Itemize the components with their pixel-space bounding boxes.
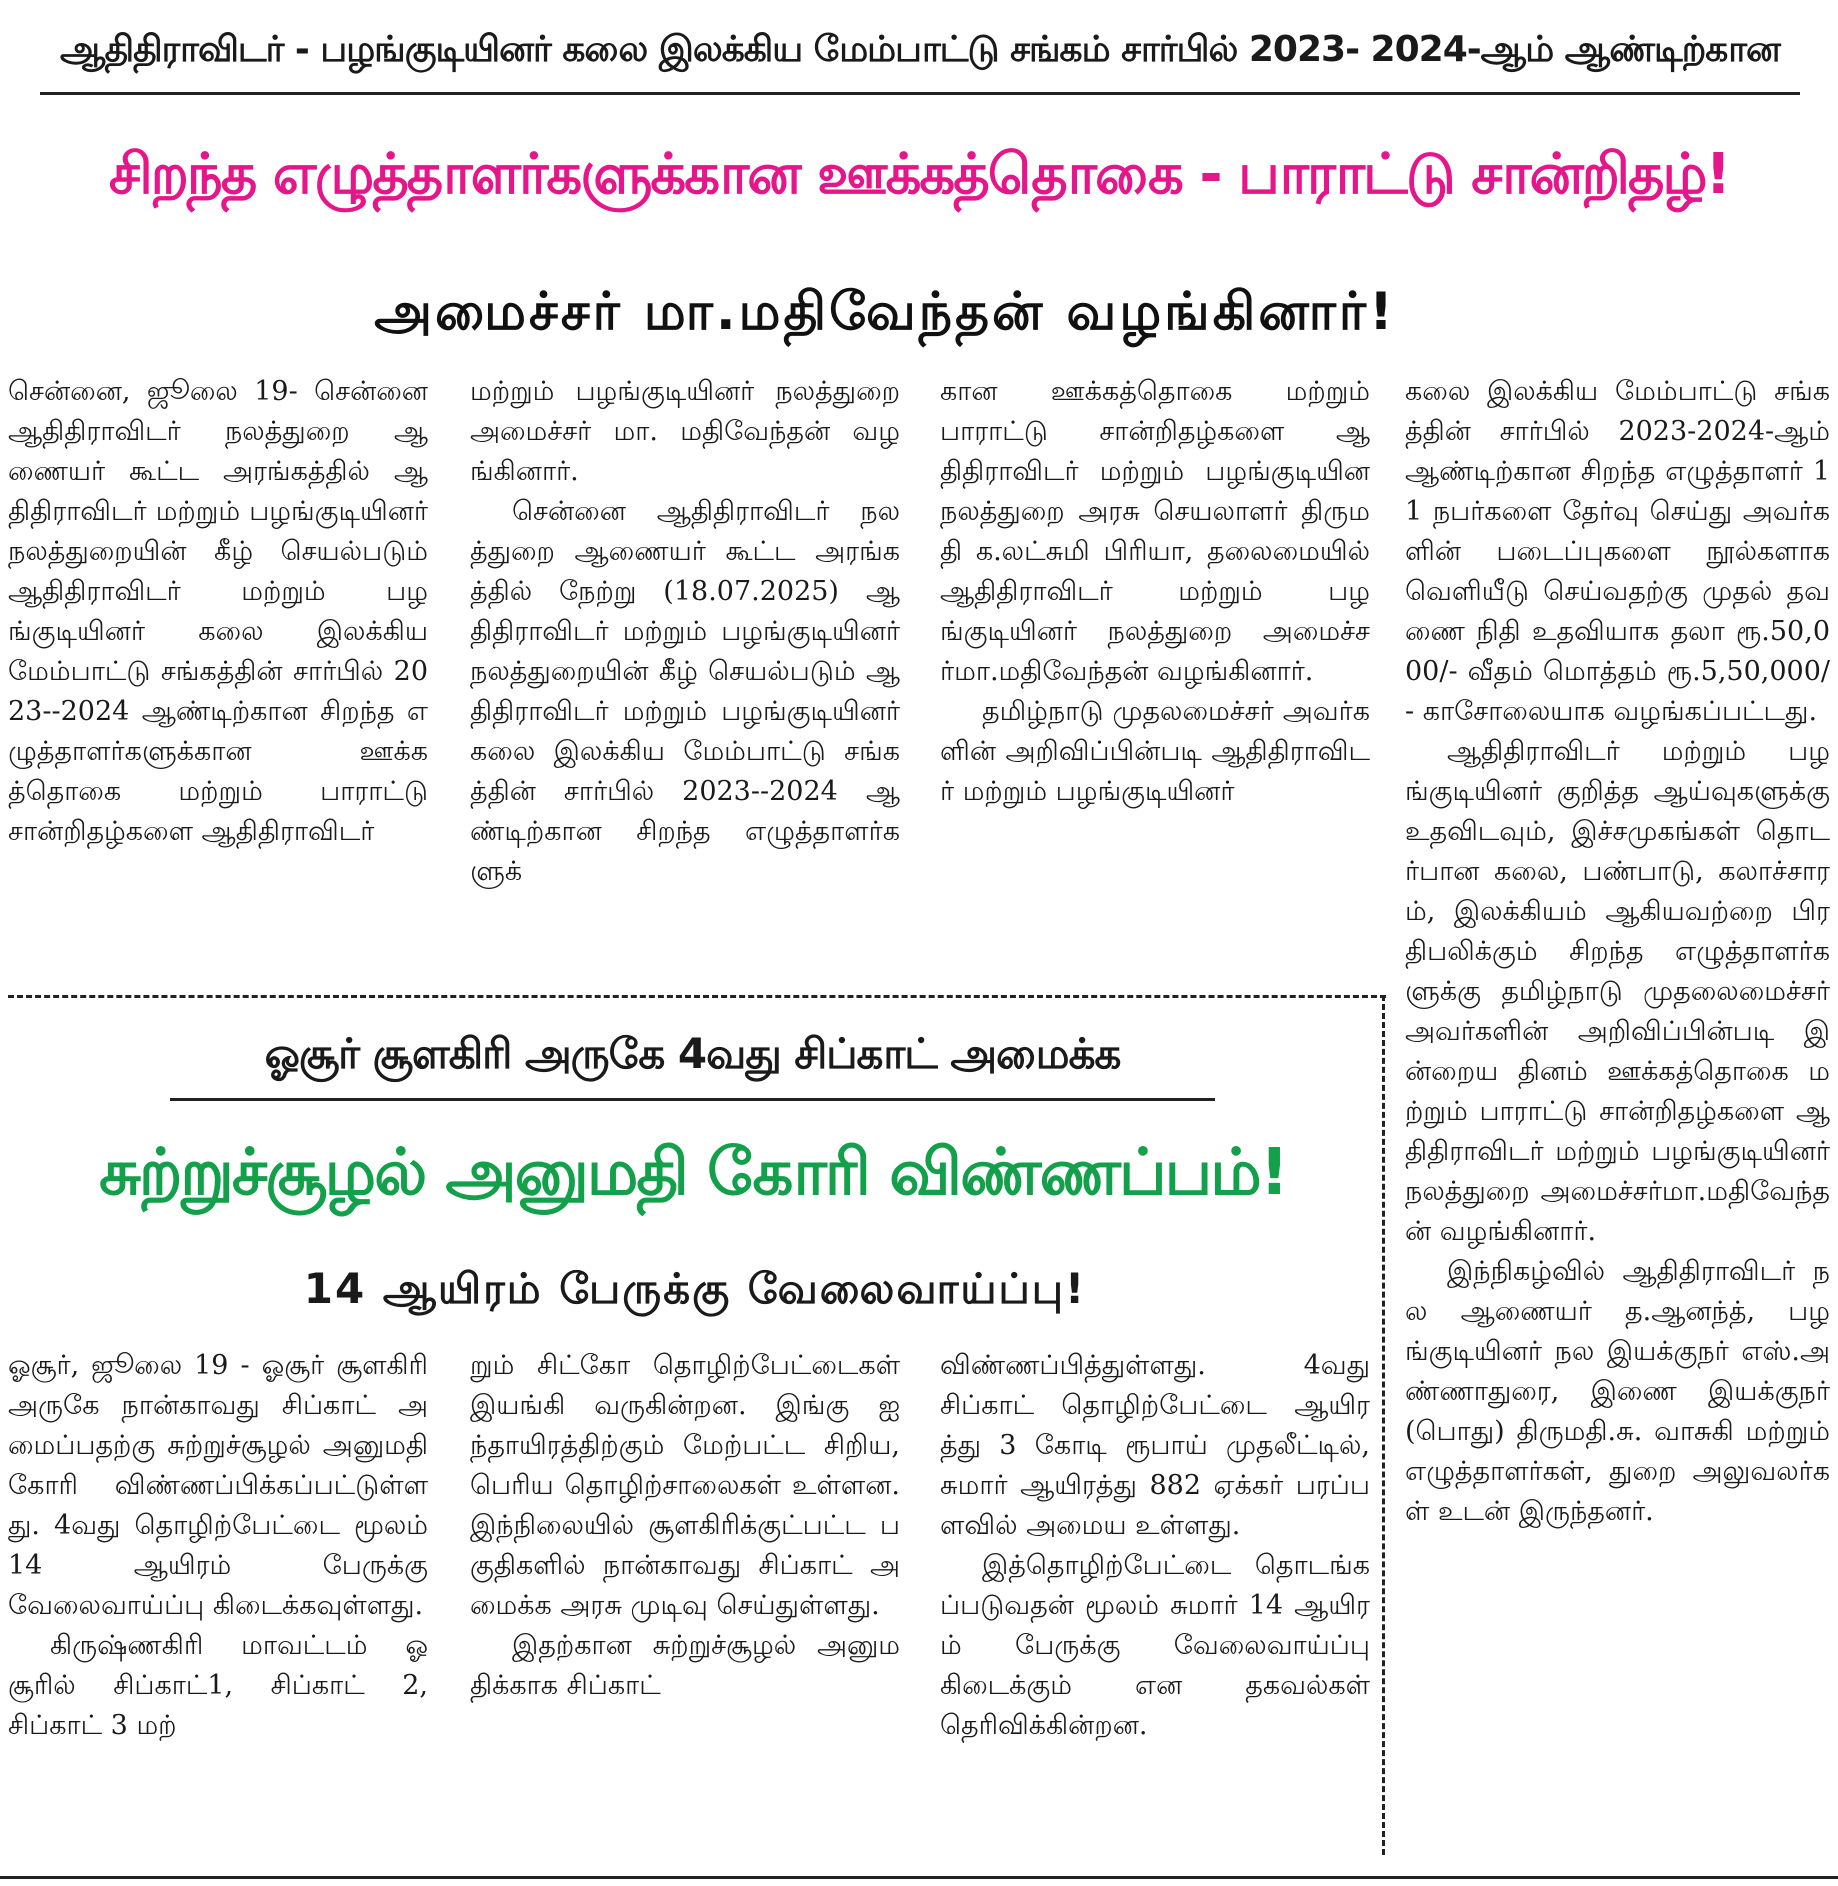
article1-paragraph: கான ஊக்கத்தொகை மற்றும் பாராட்டு சான்றிதழ்களை ஆதிதிராவிடர் மற்றும் பழங்குடியின நலத்துறை அரசு செயலாளர் திருமதி க.லட்சுமி பிரியா, தலைமையில் ஆதிதிராவிடர் மற்றும் பழங்குடியினர் நலத்துறை அமைச்சர்மா.மதிவேந்தன் வழங்கினார். bbox=[940, 376, 1370, 687]
article1-headline: சிறந்த எழுத்தாளர்களுக்கான ஊக்கத்தொகை - பாராட்டு சான்றிதழ்! bbox=[108, 142, 1730, 207]
article1-column-2 bbox=[470, 372, 900, 967]
article1-paragraph: ஆதிதிராவிடர் மற்றும் பழங்குடியினர் குறித்த ஆய்வுகளுக்கு உதவிடவும், இச்சமுகங்கள் தொடர்பான கலை, பண்பாடு, கலாச்சாரம், இலக்கியம் ஆகியவற்றை பிரதிபலிக்கும் சிறந்த எழுத்தாளர்களுக்கு தமிழ்நாடு முதலைமைச்சர் அவர்களின் அறிவிப்பின்படி இன்றைய தினம் ஊக்கத்தொகை மற்றும் பாராட்டு சான்றிதழ்களை ஆதிதிராவிடர் மற்றும் பழங்குடியினர் நலத்துறை அமைச்சர்மா.மதிவேந்தன் வழங்கினார். bbox=[1405, 736, 1830, 1247]
article2-paragraph: கிருஷ்ணகிரி மாவட்டம் ஓசூரில் சிப்காட்1, சிப்காட் 2, சிப்காட் 3 மற் bbox=[8, 1630, 428, 1741]
article2-column-2 bbox=[470, 1346, 900, 1866]
article-divider-vertical bbox=[1382, 995, 1385, 1855]
article2-paragraph: ஓசூர், ஜூலை 19 - ஓசூர் சூளகிரி அருகே நான்காவது சிப்காட் அமைப்பதற்கு சுற்றுச்சூழல் அனுமதி கோரி விண்ணப்பிக்கப்பட்டுள்ளது. 4வது தொழிற்பேட்டை மூலம் 14 ஆயிரம் பேருக்கு வேலைவாய்ப்பு கிடைக்கவுள்ளது. bbox=[8, 1350, 428, 1621]
article2-column-1 bbox=[8, 1346, 428, 1866]
article1-paragraph: கலை இலக்கிய மேம்பாட்டு சங்கத்தின் சார்பில் 2023-2024-ஆம் ஆண்டிற்கான சிறந்த எழுத்தாளர் 11 நபர்களை தேர்வு செய்து அவர்களின் படைப்புகளை நூல்களாக வெளியீடு செய்வதற்கு முதல் தவணை நிதி உதவியாக தலா ரூ.50,000/- வீதம் மொத்தம் ரூ.5,50,000/- காசோலையாக வழங்கப்பட்டது. bbox=[1405, 376, 1830, 727]
article1-paragraph: சென்னை, ஜூலை 19- சென்னை ஆதிதிராவிடர் நலத்துறை ஆணையர் கூட்ட அரங்கத்தில் ஆதிதிராவிடர் மற்றும் பழங்குடியினர் நலத்துறையின் கீழ் செயல்படும் ஆதிதிராவிடர் மற்றும் பழங்குடியினர் கலை இலக்கிய மேம்பாட்டு சங்கத்தின் சார்பில் 2023--2024 ஆண்டிற்கான சிறந்த எழுத்தாளர்களுக்கான ஊக்கத்தொகை மற்றும் பாராட்டு சான்றிதழ்களை ஆதிதிராவிடர் bbox=[8, 376, 428, 847]
article1-column-1 bbox=[8, 372, 428, 967]
article2-paragraph: விண்ணப்பித்துள்ளது. 4வது சிப்காட் தொழிற்பேட்டை ஆயிரத்து 3 கோடி ரூபாய் முதலீட்டில், சுமார் ஆயிரத்து 882 ஏக்கர் பரப்பளவில் அமைய உள்ளது. bbox=[940, 1350, 1370, 1541]
article1-kicker: ஆதிதிராவிடர் - பழங்குடியினர் கலை இலக்கிய மேம்பாட்டு சங்கம் சார்பில் 2023- 2024-ஆம் ஆண்டிற்கான bbox=[40, 8, 1800, 95]
article-divider-horizontal bbox=[8, 995, 1386, 998]
article2-kicker: ஓசூர் சூளகிரி அருகே 4வது சிப்காட் அமைக்க bbox=[170, 1010, 1215, 1101]
article1-paragraph: இந்நிகழ்வில் ஆதிதிராவிடர் நல ஆணையர் த.ஆனந்த், பழங்குடியினர் நல இயக்குநர் எஸ்.அண்ணாதுரை, இணை இயக்குநர் (பொது) திருமதி.சு. வாசுகி மற்றும் எழுத்தாளர்கள், துறை அலுவலர்கள் உடன் இருந்தனர். bbox=[1405, 1256, 1830, 1527]
article2-subheadline: 14 ஆயிரம் பேருக்கு வேலைவாய்ப்பு! bbox=[303, 1264, 1087, 1313]
article1-column-3 bbox=[940, 372, 1370, 967]
article1-column-4 bbox=[1405, 372, 1830, 1867]
article2-paragraph: றும் சிட்கோ தொழிற்பேட்டைகள் இயங்கி வருகின்றன. இங்கு ஐந்தாயிரத்திற்கும் மேற்பட்ட சிறிய, பெரிய தொழிற்சாலைகள் உள்ளன. இந்நிலையில் சூளகிரிக்குட்பட்ட பகுதிகளில் நான்காவது சிப்காட் அமைக்க அரசு முடிவு செய்துள்ளது. bbox=[470, 1350, 900, 1621]
article2-paragraph: இதற்கான சுற்றுச்சூழல் அனுமதிக்காக சிப்காட் bbox=[470, 1630, 900, 1701]
page-bottom-rule bbox=[0, 1876, 1838, 1879]
article1-paragraph: சென்னை ஆதிதிராவிடர் நலத்துறை ஆணையர் கூட்ட அரங்கத்தில் நேற்று (18.07.2025) ஆதிதிராவிடர் மற்றும் பழங்குடியினர் நலத்துறையின் கீழ் செயல்படும் ஆதிதிராவிடர் மற்றும் பழங்குடியினர் கலை இலக்கிய மேம்பாட்டு சங்கத்தின் சார்பில் 2023--2024 ஆண்டிற்கான சிறந்த எழுத்தாளர்களுக் bbox=[470, 496, 900, 887]
article1-subheadline: அமைச்சர் மா.மதிவேந்தன் வழங்கினார்! bbox=[374, 282, 1396, 342]
article1-paragraph: மற்றும் பழங்குடியினர் நலத்துறை அமைச்சர் மா. மதிவேந்தன் வழங்கினார். bbox=[470, 376, 900, 487]
article2-column-3 bbox=[940, 1346, 1370, 1866]
article2-headline: சுற்றுச்சூழல் அனுமதி கோரி விண்ணப்பம்! bbox=[99, 1136, 1287, 1210]
article1-paragraph: தமிழ்நாடு முதலமைச்சர் அவர்களின் அறிவிப்பின்படி ஆதிதிராவிடர் மற்றும் பழங்குடியினர் bbox=[940, 696, 1370, 807]
article2-paragraph: இத்தொழிற்பேட்டை தொடங்கப்படுவதன் மூலம் சுமார் 14 ஆயிரம் பேருக்கு வேலைவாய்ப்பு கிடைக்கும் என தகவல்கள் தெரிவிக்கின்றன. bbox=[940, 1550, 1370, 1741]
